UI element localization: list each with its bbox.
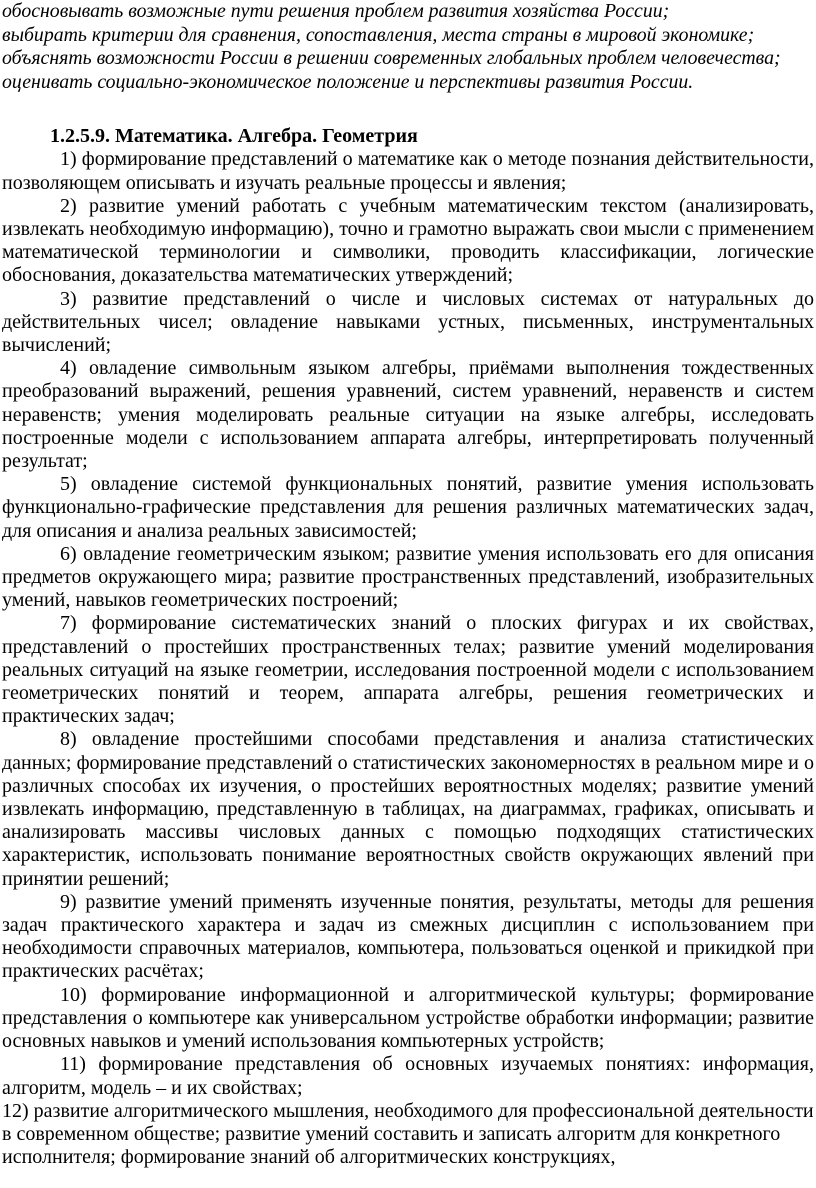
item-number: 6) bbox=[60, 542, 77, 565]
list-item bbox=[2, 891, 814, 984]
item-text: овладение системой функциональных понятий, развитие умения использовать функционально-графические представления для решения различных математических задач, для описания и анализа реальных зависимостей; bbox=[2, 473, 814, 542]
list-item bbox=[2, 728, 814, 890]
intro-line: оценивать социально-экономическое положение и перспективы развития России. bbox=[2, 70, 694, 93]
intro-line: объяснять возможности России в решении современных глобальных проблем человечества; bbox=[2, 47, 781, 70]
item-number: 12) bbox=[2, 1099, 29, 1122]
list-item bbox=[2, 612, 814, 728]
item-text: развитие алгоритмического мышления, необходимого для профессиональной деятельности в современном обществе; развитие умений составить и записать алгоритм для конкретного исполнителя; формирование знаний об алгоритмических конструкциях, bbox=[2, 1099, 814, 1169]
list-item bbox=[2, 473, 814, 543]
item-number: 2) bbox=[60, 194, 77, 217]
list-item bbox=[2, 543, 814, 613]
list-item bbox=[2, 984, 814, 1054]
requirements-list bbox=[0, 148, 816, 1169]
item-text: формирование представления об основных изучаемых понятиях: информация, алгоритм, модель – и их свойствах; bbox=[2, 1053, 814, 1099]
item-number: 8) bbox=[60, 728, 77, 751]
item-number: 10) bbox=[60, 983, 87, 1006]
list-item bbox=[2, 148, 814, 194]
item-text: формирование систематических знаний о плоских фигурах и их свойствах, представлений о простейших пространственных телах; развитие умений моделирования реальных ситуаций на языке геометрии, исследования построенной модели с использованием геометрических понятий и теорем, аппарата алгебры, решения геометрических и практических задач; bbox=[2, 612, 815, 728]
item-number: 7) bbox=[60, 612, 77, 635]
item-text: развитие представлений о числе и числовых системах от натуральных до действительных чисел; овладение навыками устных, письменных, инструментальных вычислений; bbox=[2, 287, 815, 356]
item-text: овладение символьным языком алгебры, приёмами выполнения тождественных преобразований выражений, решения уравнений, систем уравнений, неравенств и систем неравенств; умения моделировать реальные ситуации на языке алгебры, исследовать построенные модели с использованием аппарата алгебры, интерпретировать полученный результат; bbox=[2, 357, 814, 473]
intro-line: обосновывать возможные пути решения проблем развития хозяйства России; bbox=[2, 0, 670, 22]
item-number: 9) bbox=[60, 890, 77, 913]
item-text: развитие умений применять изученные понятия, результаты, методы для решения задач практического характера и задач из смежных дисциплин с использованием при необходимости справочных материалов, компьютера, пользоваться оценкой и прикидкой при практических расчётах; bbox=[2, 890, 814, 983]
item-number: 3) bbox=[60, 287, 77, 310]
intro-list bbox=[0, 0, 816, 94]
item-number: 11) bbox=[60, 1053, 86, 1076]
list-item bbox=[2, 1053, 814, 1099]
list-item bbox=[2, 288, 814, 358]
list-item bbox=[2, 1100, 814, 1170]
section-heading: 1.2.5.9. Математика. Алгебра. Геометрия bbox=[50, 125, 418, 148]
list-item bbox=[2, 357, 814, 473]
intro-line: выбирать критерии для сравнения, сопоставления, места страны в мировой экономике; bbox=[2, 23, 755, 46]
item-number: 4) bbox=[60, 357, 77, 380]
item-text: формирование представлений о математике как о методе познания действительности, позволяющем описывать и изучать реальные процессы и явления; bbox=[2, 148, 814, 194]
item-text: развитие умений работать с учебным математическим текстом (анализировать, извлекать необходимую информацию), точно и грамотно выражать свои мысли с применением математической терминологии и символики, проводить классификации, логические обоснования, доказательства математических утверждений; bbox=[2, 194, 815, 287]
item-text: овладение геометрическим языком; развитие умения использовать его для описания предметов окружающего мира; развитие пространственных представлений, изобразительных умений, навыков геометрических построений; bbox=[2, 542, 815, 612]
item-number: 1) bbox=[60, 148, 77, 171]
list-item bbox=[2, 195, 814, 288]
item-text: овладение простейшими способами представления и анализа статистических данных; формирование представлений о статистических закономерностях в реальном мире и о различных способах их изучения, о простейших вероятностных моделях; развитие умений извлекать информацию, представленную в таблицах, на диаграммах, графиках, описывать и анализировать массивы числовых данных с помощью подходящих статистических характеристик, использовать понимание вероятностных свойств окружающих явлений при принятии решений; bbox=[2, 728, 814, 890]
item-text: формирование информационной и алгоритмической культуры; формирование представления о компьютере как универсальном устройстве обработки информации; развитие основных навыков и умений использования компьютерных устройств; bbox=[2, 983, 815, 1053]
item-number: 5) bbox=[60, 473, 77, 496]
